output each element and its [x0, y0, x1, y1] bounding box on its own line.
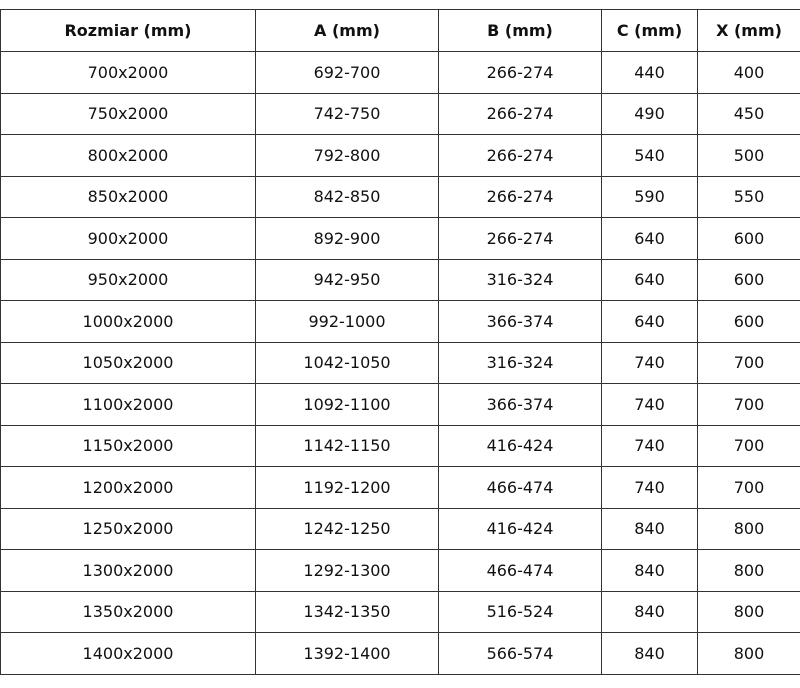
cell-c: 640	[602, 259, 698, 301]
cell-rozmiar: 1200x2000	[1, 467, 256, 509]
cell-x: 800	[698, 508, 800, 550]
cell-rozmiar: 1100x2000	[1, 384, 256, 426]
cell-b: 266-274	[439, 52, 602, 94]
cell-x: 800	[698, 550, 800, 592]
table-row	[1, 384, 800, 426]
cell-rozmiar: 1000x2000	[1, 301, 256, 343]
cell-a: 942-950	[256, 259, 439, 301]
table-row	[1, 425, 800, 467]
cell-c: 740	[602, 425, 698, 467]
dimensions-table	[0, 9, 800, 675]
cell-rozmiar: 1250x2000	[1, 508, 256, 550]
cell-a: 742-750	[256, 93, 439, 135]
cell-x: 600	[698, 218, 800, 260]
cell-x: 700	[698, 384, 800, 426]
table-row	[1, 591, 800, 633]
cell-a: 1092-1100	[256, 384, 439, 426]
cell-c: 840	[602, 508, 698, 550]
table-row	[1, 93, 800, 135]
cell-b: 366-374	[439, 301, 602, 343]
cell-c: 440	[602, 52, 698, 94]
table-body	[1, 52, 800, 675]
table-header	[1, 10, 800, 52]
cell-b: 516-524	[439, 591, 602, 633]
cell-rozmiar: 700x2000	[1, 52, 256, 94]
cell-x: 600	[698, 259, 800, 301]
cell-a: 992-1000	[256, 301, 439, 343]
column-header-x: X (mm)	[698, 10, 800, 52]
column-header-a: A (mm)	[256, 10, 439, 52]
cell-b: 566-574	[439, 633, 602, 675]
cell-a: 1292-1300	[256, 550, 439, 592]
cell-b: 466-474	[439, 467, 602, 509]
cell-c: 640	[602, 218, 698, 260]
cell-b: 416-424	[439, 508, 602, 550]
table-row	[1, 52, 800, 94]
cell-rozmiar: 900x2000	[1, 218, 256, 260]
cell-x: 500	[698, 135, 800, 177]
cell-b: 466-474	[439, 550, 602, 592]
table-row	[1, 342, 800, 384]
cell-rozmiar: 950x2000	[1, 259, 256, 301]
cell-c: 590	[602, 176, 698, 218]
cell-rozmiar: 1400x2000	[1, 633, 256, 675]
table-row	[1, 218, 800, 260]
cell-a: 792-800	[256, 135, 439, 177]
dimensions-table-container	[0, 9, 800, 675]
header-row	[1, 10, 800, 52]
cell-x: 700	[698, 425, 800, 467]
cell-x: 600	[698, 301, 800, 343]
cell-x: 400	[698, 52, 800, 94]
cell-b: 266-274	[439, 135, 602, 177]
cell-rozmiar: 1150x2000	[1, 425, 256, 467]
cell-c: 740	[602, 467, 698, 509]
cell-a: 892-900	[256, 218, 439, 260]
cell-a: 1142-1150	[256, 425, 439, 467]
cell-b: 316-324	[439, 342, 602, 384]
column-header-b: B (mm)	[439, 10, 602, 52]
cell-c: 640	[602, 301, 698, 343]
column-header-c: C (mm)	[602, 10, 698, 52]
cell-rozmiar: 800x2000	[1, 135, 256, 177]
cell-b: 366-374	[439, 384, 602, 426]
cell-b: 316-324	[439, 259, 602, 301]
cell-b: 266-274	[439, 176, 602, 218]
cell-c: 840	[602, 550, 698, 592]
cell-a: 1392-1400	[256, 633, 439, 675]
cell-a: 1042-1050	[256, 342, 439, 384]
cell-a: 842-850	[256, 176, 439, 218]
table-row	[1, 550, 800, 592]
cell-rozmiar: 1300x2000	[1, 550, 256, 592]
cell-rozmiar: 1050x2000	[1, 342, 256, 384]
cell-rozmiar: 750x2000	[1, 93, 256, 135]
column-header-rozmiar: Rozmiar (mm)	[1, 10, 256, 52]
table-row	[1, 176, 800, 218]
cell-a: 1342-1350	[256, 591, 439, 633]
cell-x: 450	[698, 93, 800, 135]
cell-a: 1192-1200	[256, 467, 439, 509]
cell-b: 266-274	[439, 93, 602, 135]
cell-c: 540	[602, 135, 698, 177]
cell-x: 700	[698, 467, 800, 509]
cell-c: 840	[602, 633, 698, 675]
cell-c: 490	[602, 93, 698, 135]
cell-b: 416-424	[439, 425, 602, 467]
table-row	[1, 135, 800, 177]
cell-x: 700	[698, 342, 800, 384]
table-row	[1, 633, 800, 675]
cell-rozmiar: 1350x2000	[1, 591, 256, 633]
table-row	[1, 301, 800, 343]
cell-a: 692-700	[256, 52, 439, 94]
cell-c: 740	[602, 342, 698, 384]
cell-x: 550	[698, 176, 800, 218]
cell-x: 800	[698, 633, 800, 675]
cell-x: 800	[698, 591, 800, 633]
cell-rozmiar: 850x2000	[1, 176, 256, 218]
table-row	[1, 508, 800, 550]
table-row	[1, 467, 800, 509]
cell-c: 840	[602, 591, 698, 633]
cell-c: 740	[602, 384, 698, 426]
table-row	[1, 259, 800, 301]
cell-b: 266-274	[439, 218, 602, 260]
cell-a: 1242-1250	[256, 508, 439, 550]
